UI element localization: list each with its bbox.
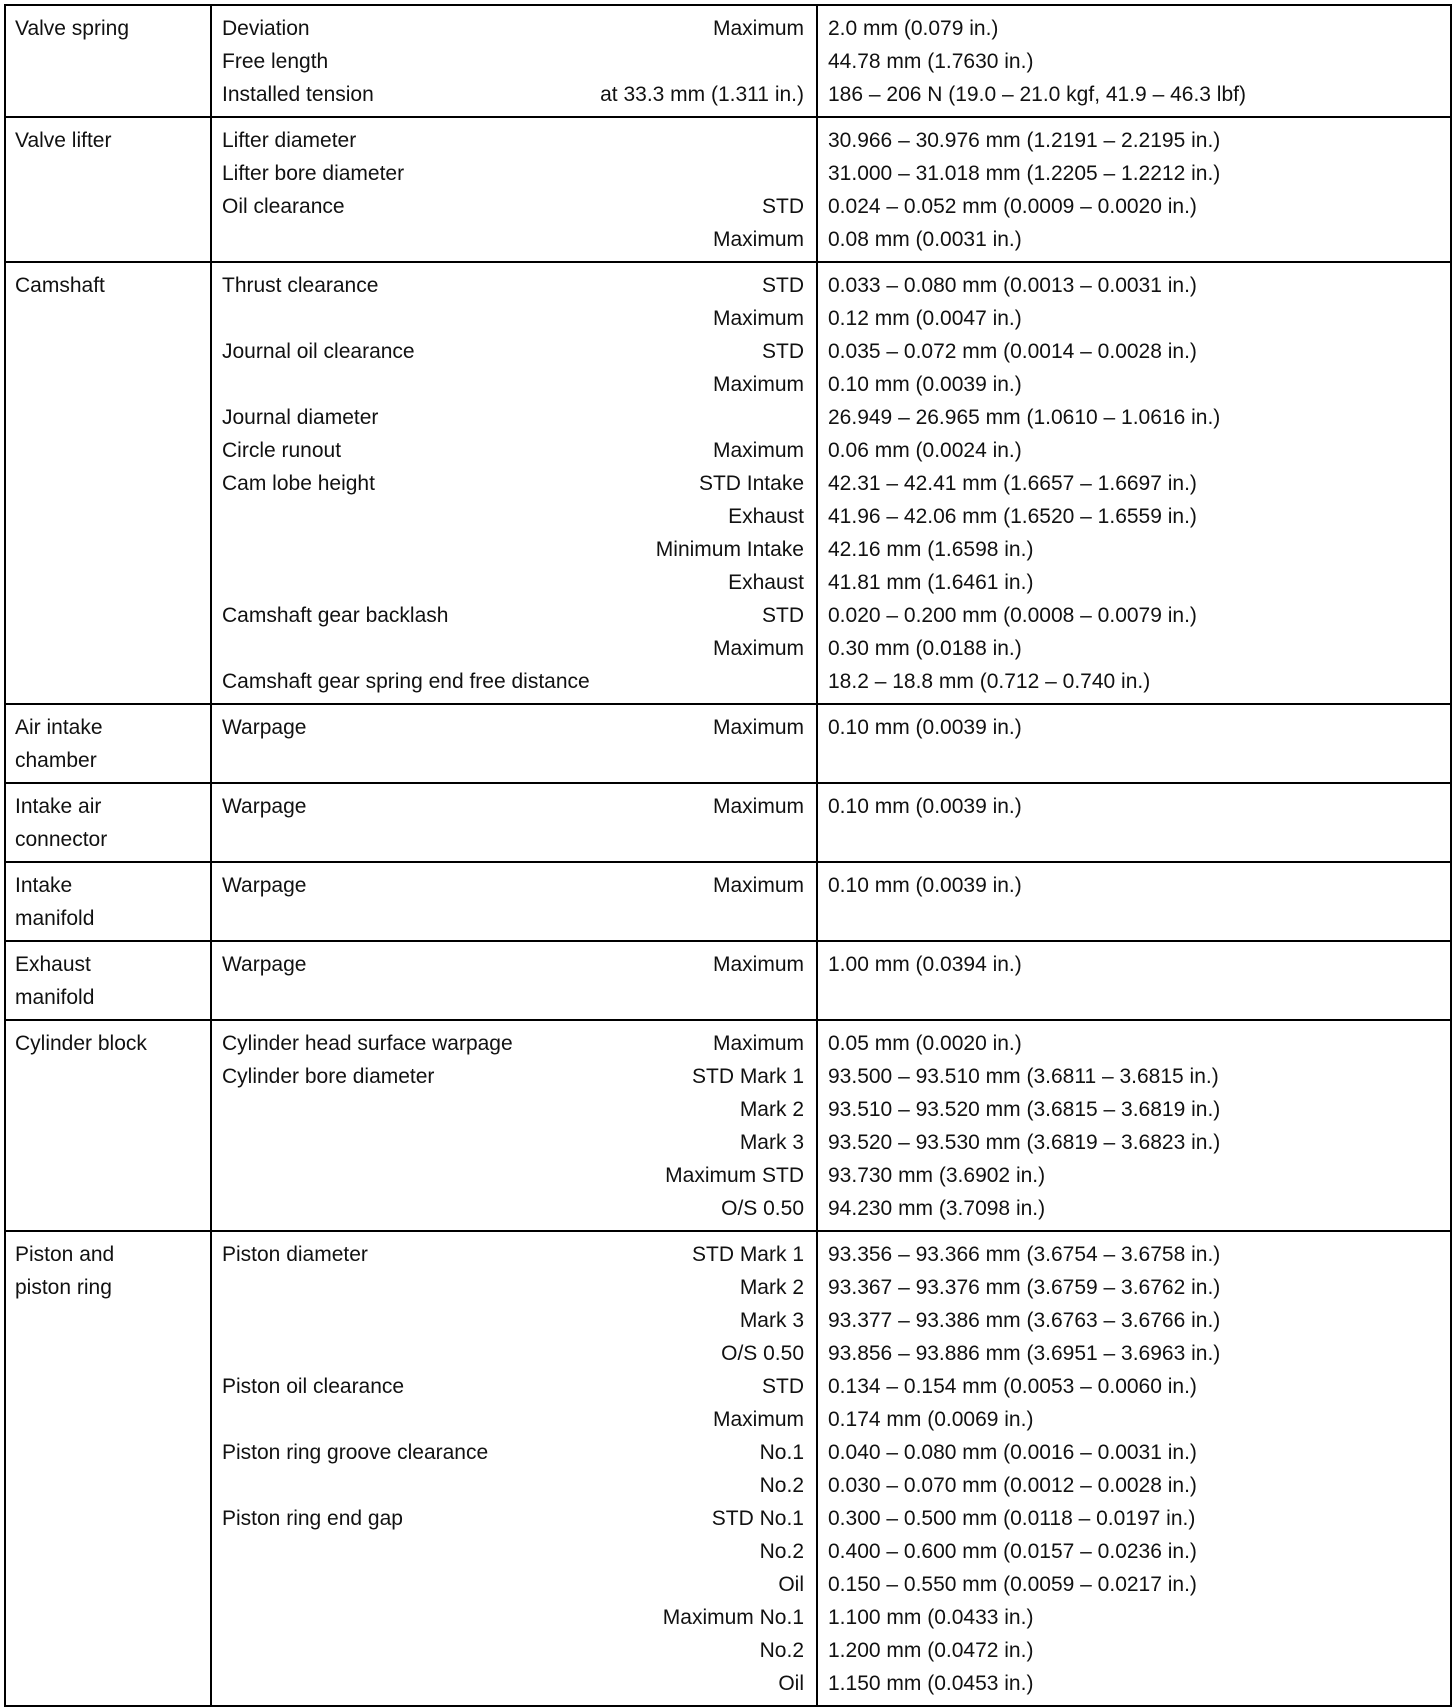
item-condition: No.2 — [759, 1639, 804, 1662]
spec-item-line — [212, 1601, 816, 1634]
spec-item-line — [212, 124, 816, 157]
spec-item-line — [212, 335, 816, 368]
item-condition: STD — [762, 274, 804, 297]
spec-item-line — [212, 1634, 816, 1667]
spec-value: 0.12 mm (0.0047 in.) — [828, 307, 1022, 330]
spec-value: 93.520 – 93.530 mm (3.6819 – 3.6823 in.) — [828, 1131, 1221, 1154]
component-name: Exhaust — [15, 953, 91, 976]
spec-value: 0.400 – 0.600 mm (0.0157 – 0.0236 in.) — [828, 1540, 1197, 1563]
item-name: Journal oil clearance — [222, 340, 415, 363]
item-condition: Minimum Intake — [655, 538, 804, 561]
item-name: Lifter diameter — [222, 129, 357, 152]
item-name: Installed tension — [222, 83, 374, 106]
spec-value: 0.174 mm (0.0069 in.) — [828, 1408, 1034, 1431]
item-name: Warpage — [222, 716, 307, 739]
component-name: Intake — [15, 874, 73, 897]
spec-value: 0.10 mm (0.0039 in.) — [828, 795, 1022, 818]
spec-value: 1.200 mm (0.0472 in.) — [828, 1639, 1034, 1662]
spec-item-line — [212, 302, 816, 335]
item-condition: No.2 — [759, 1540, 804, 1563]
spec-value: 94.230 mm (3.7098 in.) — [828, 1197, 1046, 1220]
component-cell — [5, 704, 211, 783]
spec-value: 18.2 – 18.8 mm (0.712 – 0.740 in.) — [828, 670, 1151, 693]
spec-item-line — [212, 533, 816, 566]
spec-item-line — [212, 869, 816, 902]
item-name: Cylinder head surface warpage — [222, 1032, 513, 1055]
spec-item-line — [212, 1370, 816, 1403]
item-condition: Oil — [778, 1573, 804, 1596]
item-condition: Mark 2 — [739, 1098, 804, 1121]
item-condition-cell — [211, 862, 817, 941]
item-condition: Maximum — [712, 373, 804, 396]
spec-item-line — [212, 711, 816, 744]
component-name: Air intake — [15, 716, 103, 739]
spec-value: 1.00 mm (0.0394 in.) — [828, 953, 1022, 976]
specification-cell — [817, 862, 1451, 941]
component-name: Camshaft — [15, 274, 105, 297]
spec-item-line — [212, 1093, 816, 1126]
component-name: Piston and — [15, 1243, 115, 1266]
spec-value: 93.510 – 93.520 mm (3.6815 – 3.6819 in.) — [828, 1098, 1221, 1121]
item-name: Cylinder bore diameter — [222, 1065, 435, 1088]
item-condition: STD Mark 1 — [691, 1065, 804, 1088]
component-name: Valve spring — [15, 17, 130, 40]
item-condition: O/S 0.50 — [721, 1342, 804, 1365]
spec-value: 31.000 – 31.018 mm (1.2205 – 1.2212 in.) — [828, 162, 1221, 185]
section-row — [5, 783, 1451, 862]
component-name: manifold — [15, 986, 95, 1009]
spec-item-line — [212, 1535, 816, 1568]
spec-value: 41.96 – 42.06 mm (1.6520 – 1.6559 in.) — [828, 505, 1197, 528]
spec-item-line — [212, 566, 816, 599]
spec-item-line — [212, 223, 816, 256]
item-condition-cell — [211, 941, 817, 1020]
spec-value: 93.367 – 93.376 mm (3.6759 – 3.6762 in.) — [828, 1276, 1221, 1299]
item-name: Free length — [222, 50, 329, 73]
item-condition-cell — [211, 1231, 817, 1706]
spec-value: 44.78 mm (1.7630 in.) — [828, 50, 1034, 73]
spec-value: 0.10 mm (0.0039 in.) — [828, 874, 1022, 897]
component-cell — [5, 117, 211, 262]
spec-value: 0.040 – 0.080 mm (0.0016 – 0.0031 in.) — [828, 1441, 1197, 1464]
item-condition-cell — [211, 783, 817, 862]
spec-value: 93.730 mm (3.6902 in.) — [828, 1164, 1046, 1187]
specification-cell — [817, 5, 1451, 117]
spec-item-line — [212, 1568, 816, 1601]
item-condition: Exhaust — [728, 571, 804, 594]
spec-item-line — [212, 157, 816, 190]
component-name: connector — [15, 828, 108, 851]
spec-value: 0.134 – 0.154 mm (0.0053 – 0.0060 in.) — [828, 1375, 1197, 1398]
item-condition: Maximum — [712, 228, 804, 251]
item-condition: Maximum — [712, 307, 804, 330]
spec-item-line — [212, 12, 816, 45]
spec-item-line — [212, 269, 816, 302]
item-condition: Mark 3 — [739, 1309, 804, 1332]
component-name: piston ring — [15, 1276, 112, 1299]
spec-value: 41.81 mm (1.6461 in.) — [828, 571, 1034, 594]
item-condition: Maximum — [712, 953, 804, 976]
item-condition: Mark 2 — [739, 1276, 804, 1299]
spec-item-line — [212, 1027, 816, 1060]
item-name: Camshaft gear backlash — [222, 604, 449, 627]
section-row — [5, 262, 1451, 704]
spec-item-line — [212, 500, 816, 533]
spec-value: 0.05 mm (0.0020 in.) — [828, 1032, 1022, 1055]
spec-item-line — [212, 1337, 816, 1370]
spec-value: 2.0 mm (0.079 in.) — [828, 17, 999, 40]
spec-value: 0.300 – 0.500 mm (0.0118 – 0.0197 in.) — [828, 1507, 1196, 1530]
spec-value: 30.966 – 30.976 mm (1.2191 – 2.2195 in.) — [828, 129, 1221, 152]
specification-cell — [817, 117, 1451, 262]
spec-item-line — [212, 1436, 816, 1469]
spec-item-line — [212, 1060, 816, 1093]
spec-item-line — [212, 1304, 816, 1337]
spec-item-line — [212, 1192, 816, 1225]
item-condition: Maximum STD — [665, 1164, 804, 1187]
specification-cell — [817, 262, 1451, 704]
component-cell — [5, 5, 211, 117]
item-condition: STD Intake — [698, 472, 804, 495]
item-condition-cell — [211, 5, 817, 117]
spec-item-line — [212, 1667, 816, 1700]
spec-item-line — [212, 78, 816, 111]
component-name: manifold — [15, 907, 95, 930]
item-condition-cell — [211, 117, 817, 262]
spec-value: 186 – 206 N (19.0 – 21.0 kgf, 41.9 – 46.3 lbf) — [828, 83, 1246, 106]
section-row — [5, 862, 1451, 941]
item-name: Cam lobe height — [222, 472, 375, 495]
section-row — [5, 117, 1451, 262]
section-row — [5, 704, 1451, 783]
spec-value: 0.10 mm (0.0039 in.) — [828, 716, 1022, 739]
spec-value: 0.033 – 0.080 mm (0.0013 – 0.0031 in.) — [828, 274, 1197, 297]
specification-cell — [817, 704, 1451, 783]
item-condition-cell — [211, 1020, 817, 1231]
component-cell — [5, 262, 211, 704]
spec-value: 0.030 – 0.070 mm (0.0012 – 0.0028 in.) — [828, 1474, 1197, 1497]
spec-item-line — [212, 1159, 816, 1192]
item-name: Thrust clearance — [222, 274, 379, 297]
spec-item-line — [212, 599, 816, 632]
spec-item-line — [212, 401, 816, 434]
spec-item-line — [212, 434, 816, 467]
item-name: Warpage — [222, 953, 307, 976]
spec-item-line — [212, 45, 816, 78]
specification-cell — [817, 941, 1451, 1020]
item-condition: No.1 — [759, 1441, 804, 1464]
item-name: Camshaft gear spring end free distance — [222, 670, 590, 693]
component-name: Intake air — [15, 795, 102, 818]
spec-value: 0.150 – 0.550 mm (0.0059 – 0.0217 in.) — [828, 1573, 1197, 1596]
spec-item-line — [212, 948, 816, 981]
item-condition: Mark 3 — [739, 1131, 804, 1154]
spec-item-line — [212, 1126, 816, 1159]
specification-cell — [817, 1020, 1451, 1231]
component-cell — [5, 1020, 211, 1231]
spec-value: 0.08 mm (0.0031 in.) — [828, 228, 1022, 251]
spec-value: 93.377 – 93.386 mm (3.6763 – 3.6766 in.) — [828, 1309, 1221, 1332]
item-condition: Maximum — [712, 874, 804, 897]
component-cell — [5, 783, 211, 862]
item-condition: STD Mark 1 — [691, 1243, 804, 1266]
item-name: Oil clearance — [222, 195, 345, 218]
spec-value: 26.949 – 26.965 mm (1.0610 – 1.0616 in.) — [828, 406, 1221, 429]
component-name: chamber — [15, 749, 97, 772]
item-name: Piston diameter — [222, 1243, 368, 1266]
item-condition: Maximum — [712, 637, 804, 660]
section-row — [5, 1020, 1451, 1231]
item-condition-cell — [211, 262, 817, 704]
spec-value: 93.500 – 93.510 mm (3.6811 – 3.6815 in.) — [828, 1065, 1219, 1088]
spec-item-line — [212, 1403, 816, 1436]
item-condition: Oil — [778, 1672, 804, 1695]
component-cell — [5, 862, 211, 941]
item-name: Piston oil clearance — [222, 1375, 405, 1398]
item-condition: at 33.3 mm (1.311 in.) — [600, 83, 804, 106]
specification-cell — [817, 783, 1451, 862]
spec-value: 93.356 – 93.366 mm (3.6754 – 3.6758 in.) — [828, 1243, 1221, 1266]
item-condition: Maximum — [712, 795, 804, 818]
spec-item-line — [212, 1238, 816, 1271]
item-condition: Maximum No.1 — [662, 1606, 804, 1629]
item-condition: Maximum — [712, 716, 804, 739]
item-condition: No.2 — [759, 1474, 804, 1497]
spec-item-line — [212, 1469, 816, 1502]
item-condition: STD — [762, 195, 804, 218]
item-condition: STD — [762, 1375, 804, 1398]
item-name: Warpage — [222, 874, 307, 897]
spec-item-line — [212, 1271, 816, 1304]
item-name: Circle runout — [222, 439, 342, 462]
spec-item-line — [212, 467, 816, 500]
spec-value: 0.30 mm (0.0188 in.) — [828, 637, 1022, 660]
spec-item-line — [212, 1502, 816, 1535]
spec-item-line — [212, 368, 816, 401]
spec-value: 93.856 – 93.886 mm (3.6951 – 3.6963 in.) — [828, 1342, 1221, 1365]
spec-value: 0.020 – 0.200 mm (0.0008 – 0.0079 in.) — [828, 604, 1197, 627]
item-condition: Exhaust — [728, 505, 804, 528]
item-condition: Maximum — [712, 17, 804, 40]
item-name: Deviation — [222, 17, 310, 40]
spec-value: 42.31 – 42.41 mm (1.6657 – 1.6697 in.) — [828, 472, 1197, 495]
spec-item-line — [212, 790, 816, 823]
spec-value: 0.024 – 0.052 mm (0.0009 – 0.0020 in.) — [828, 195, 1197, 218]
specification-cell — [817, 1231, 1451, 1706]
item-condition: Maximum — [712, 1408, 804, 1431]
spec-value: 1.100 mm (0.0433 in.) — [828, 1606, 1034, 1629]
component-cell — [5, 1231, 211, 1706]
item-condition: STD No.1 — [711, 1507, 804, 1530]
spec-table-body — [5, 5, 1451, 1706]
item-name: Lifter bore diameter — [222, 162, 405, 185]
item-name: Journal diameter — [222, 406, 379, 429]
component-name: Valve lifter — [15, 129, 112, 152]
spec-item-line — [212, 632, 816, 665]
item-condition: O/S 0.50 — [721, 1197, 804, 1220]
item-name: Piston ring end gap — [222, 1507, 403, 1530]
item-condition: STD — [762, 340, 804, 363]
spec-value: 42.16 mm (1.6598 in.) — [828, 538, 1034, 561]
item-condition: STD — [762, 604, 804, 627]
section-row — [5, 941, 1451, 1020]
spec-value: 0.06 mm (0.0024 in.) — [828, 439, 1022, 462]
spec-value: 1.150 mm (0.0453 in.) — [828, 1672, 1034, 1695]
spec-value: 0.035 – 0.072 mm (0.0014 – 0.0028 in.) — [828, 340, 1197, 363]
spec-table — [4, 4, 1452, 1707]
spec-item-line — [212, 665, 816, 698]
section-row — [5, 1231, 1451, 1706]
item-condition: Maximum — [712, 439, 804, 462]
item-condition-cell — [211, 704, 817, 783]
section-row — [5, 5, 1451, 117]
item-condition: Maximum — [712, 1032, 804, 1055]
component-name: Cylinder block — [15, 1032, 147, 1055]
item-name: Warpage — [222, 795, 307, 818]
item-name: Piston ring groove clearance — [222, 1441, 489, 1464]
spec-item-line — [212, 190, 816, 223]
component-cell — [5, 941, 211, 1020]
spec-value: 0.10 mm (0.0039 in.) — [828, 373, 1022, 396]
